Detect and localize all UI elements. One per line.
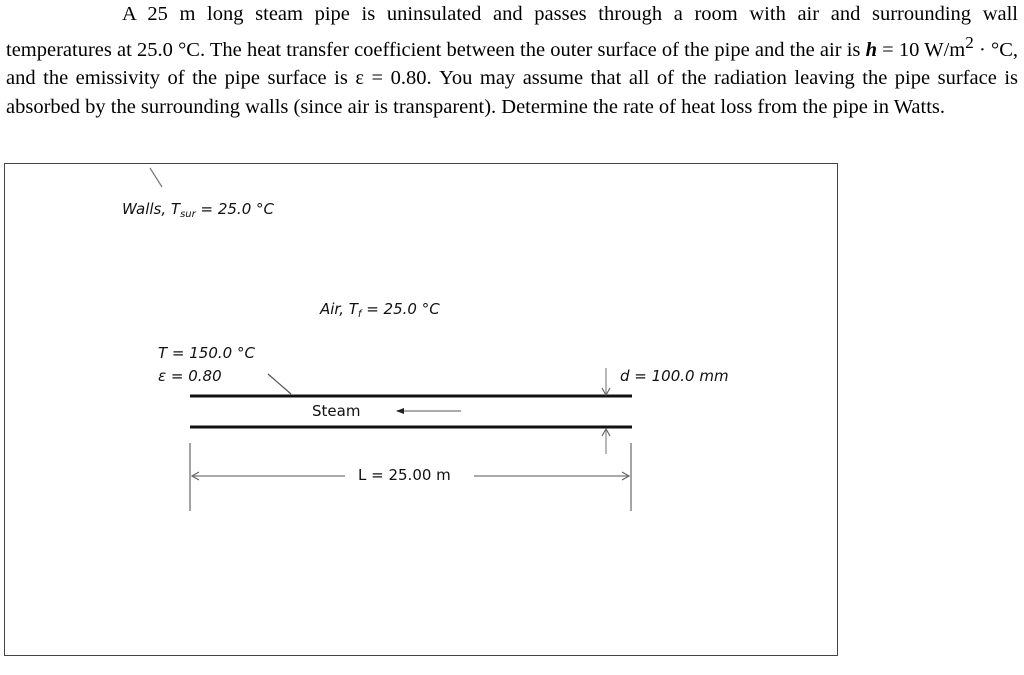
steam-flow-arrowhead bbox=[396, 408, 404, 414]
problem-text-2-sup: 2 bbox=[965, 32, 974, 52]
steam-label: Steam bbox=[312, 402, 361, 420]
problem-text-2: = 10 W/m bbox=[877, 38, 966, 61]
walls-pointer-line bbox=[150, 168, 162, 187]
length-label: L = 25.00 m bbox=[358, 466, 451, 484]
walls-label: Walls, $T_{sur} = 25.0$ °C bbox=[122, 200, 274, 220]
diameter-label: d = 100.0 mm bbox=[620, 367, 729, 385]
emissivity-pointer-line bbox=[268, 374, 291, 394]
problem-text-1: A 25 m long steam pipe is uninsulated and passes through a room with air and surrounding wall temperatures at 25.0 °C. The heat transfer coefficient between the outer surface of the pipe and the air is bbox=[6, 3, 1018, 61]
h-symbol: h bbox=[865, 38, 877, 61]
problem-text-3: · °C, and the emissivity of the pipe surface is ε = 0.80. You may assume that all of the radiation leaving the pipe surface is absorbed by the surrounding walls (since air is transparent). Determine the rate of heat loss from the pipe in Watts. bbox=[6, 38, 1018, 118]
air-label: Air, $T_f = 25.0$ °C bbox=[320, 300, 440, 320]
emissivity-label: ε = 0.80 bbox=[158, 367, 222, 385]
pipe-temperature-label: T = 150.0 °C bbox=[158, 344, 255, 362]
